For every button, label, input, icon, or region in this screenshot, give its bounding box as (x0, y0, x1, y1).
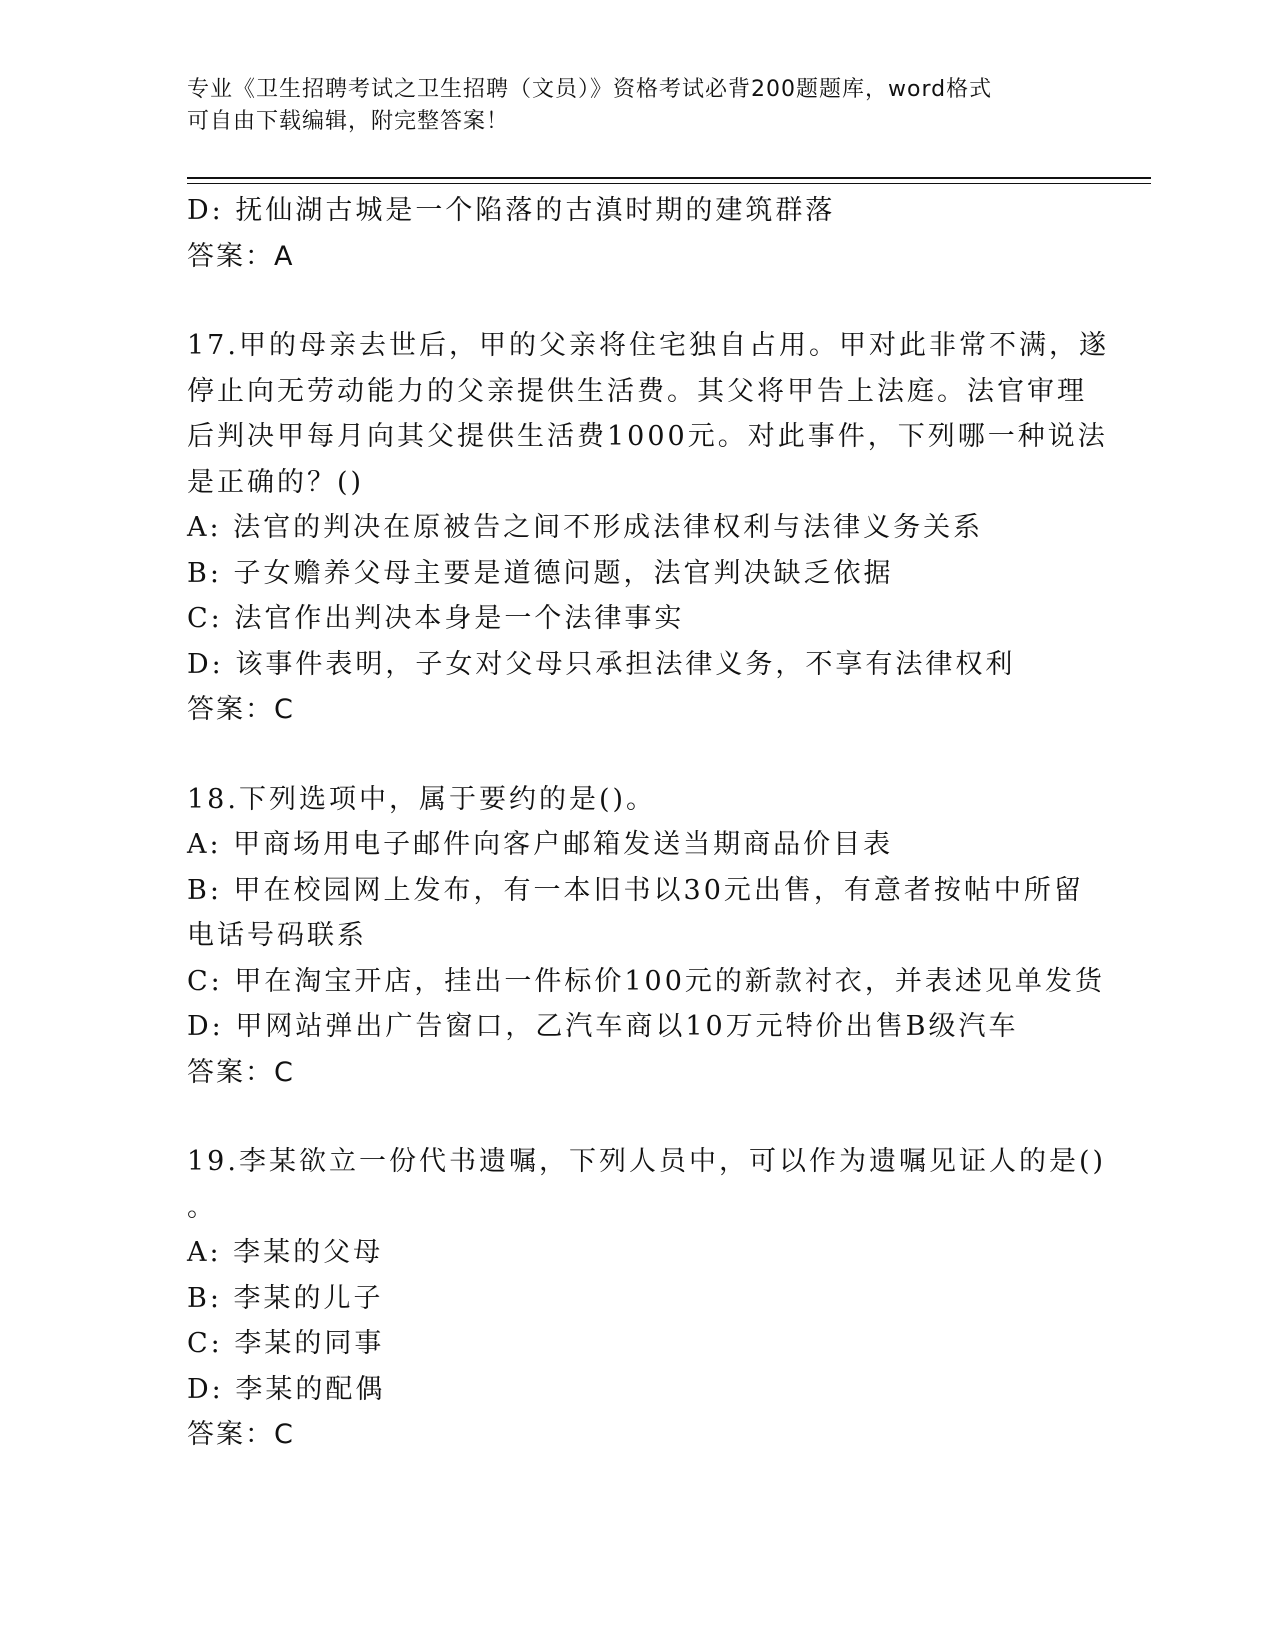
option-b: B: 子女赡养父母主要是道德问题，法官判决缺乏依据 (187, 557, 894, 589)
document-header (187, 74, 1087, 138)
question-stem-line: 是正确的？() (187, 466, 365, 498)
header-line-2: 可自由下载编辑，附完整答案！ (187, 109, 510, 134)
option-c: C: 甲在淘宝开店，挂出一件标价100元的新款衬衣，并表述见单发货 (187, 965, 1105, 997)
option-a: A: 甲商场用电子邮件向客户邮箱发送当期商品价目表 (187, 829, 894, 860)
option-a: A: 法官的判决在原被告之间不形成法律权利与法律义务关系 (187, 512, 984, 543)
option-b-continued: 电话号码联系 (187, 920, 367, 951)
option-b: B: 甲在校园网上发布，有一本旧书以30元出售，有意者按帖中所留 (187, 874, 1084, 906)
header-divider-thick (187, 177, 1151, 179)
question-stem-line: 后判决甲每月向其父提供生活费1000元。对此事件，下列哪一种说法 (187, 421, 1108, 452)
header-line-1: 专业《卫生招聘考试之卫生招聘（文员）》资格考试必背200题题库，word格式 (187, 77, 993, 102)
question-stem-line: 19.李某欲立一份代书遗嘱，下列人员中，可以作为遗嘱见证人的是() (187, 1146, 1107, 1177)
question-stem-line: 17.甲的母亲去世后，甲的父亲将住宅独自占用。甲对此非常不满，遂 (187, 330, 1109, 361)
option-c: C: 李某的同事 (187, 1328, 385, 1359)
answer-line: 答案：A (187, 240, 295, 272)
answer-line: 答案：C (187, 1056, 295, 1088)
answer-line: 答案：C (187, 694, 295, 725)
question-19 (187, 1139, 1107, 1458)
option-d: D: 李某的配偶 (187, 1373, 386, 1405)
option-d: D: 抚仙湖古城是一个陷落的古滇时期的建筑群落 (187, 195, 836, 226)
answer-line: 答案：C (187, 1419, 295, 1450)
question-18 (187, 777, 1105, 1096)
header-divider-thin (187, 183, 1151, 184)
option-d: D: 甲网站弹出广告窗口，乙汽车商以10万元特价出售B级汽车 (187, 1011, 1019, 1042)
option-b: B: 李某的儿子 (187, 1282, 384, 1314)
previous-question-tail (187, 188, 1067, 279)
option-c: C: 法官作出判决本身是一个法律事实 (187, 603, 685, 634)
option-d: D: 该事件表明，子女对父母只承担法律义务，不享有法律权利 (187, 648, 1016, 680)
document-body (187, 188, 1109, 1458)
question-stem-line: 18.下列选项中，属于要约的是()。 (187, 783, 657, 815)
question-17 (187, 323, 1109, 733)
question-stem-line: 停止向无劳动能力的父亲提供生活费。其父将甲告上法庭。法官审理 (187, 375, 1087, 407)
question-stem-line: 。 (187, 1191, 217, 1223)
option-a: A: 李某的父母 (187, 1237, 384, 1268)
